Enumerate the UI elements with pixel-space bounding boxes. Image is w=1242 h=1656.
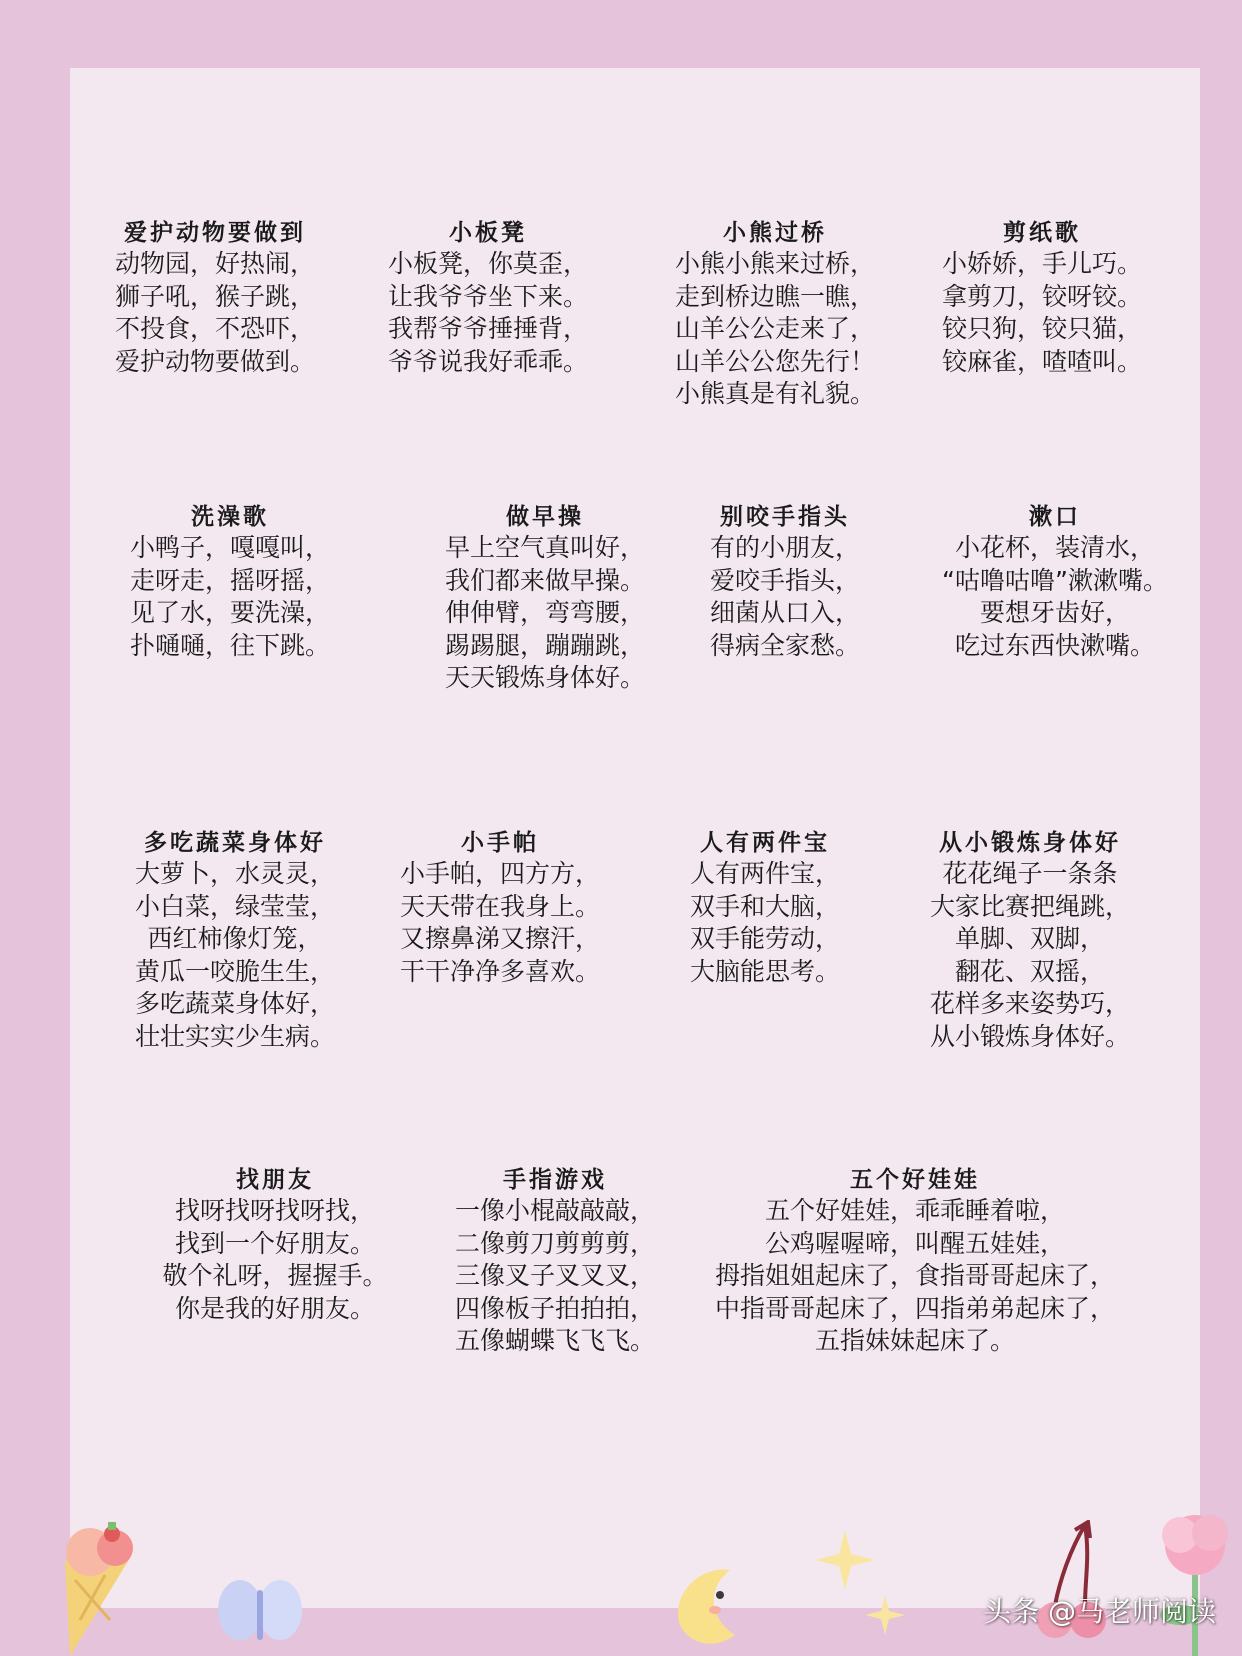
- poem-line: 单脚、双脚，: [954, 924, 1105, 953]
- poem-line: 小花杯，装清水，: [954, 533, 1155, 562]
- poem-line: 找呀找呀找呀找，: [174, 1196, 375, 1225]
- poem-line: 要想牙齿好，: [979, 598, 1130, 627]
- poem-line: 公鸡喔喔啼，叫醒五娃娃，: [764, 1228, 1065, 1258]
- poem-title: 做早操: [506, 504, 584, 530]
- poem-line: 山羊公公走来了，: [674, 314, 875, 343]
- poem-line: 天天带在我身上。: [399, 891, 600, 921]
- poem-line: 多吃蔬菜身体好，: [134, 989, 335, 1018]
- poem-title: 找朋友: [236, 1167, 314, 1193]
- poem-title: 小板凳: [449, 220, 527, 246]
- poem-line: 早上空气真叫好，: [444, 533, 645, 562]
- poem-line: 五个好娃娃，乖乖睡着啦，: [764, 1196, 1065, 1225]
- poem-line: 敬个礼呀，握握手。: [162, 1261, 388, 1290]
- poem-line: 铰麻雀，喳喳叫。: [941, 346, 1142, 376]
- poem-title: 多吃蔬菜身体好: [144, 830, 326, 856]
- poem-line: 小手帕，四方方，: [399, 859, 600, 888]
- poem-title: 别咬手指头: [720, 504, 850, 530]
- poem-line: 动物园，好热闹，: [114, 249, 315, 278]
- poem-title: 漱口: [1029, 504, 1081, 530]
- poem-title: 从小锻炼身体好: [939, 830, 1121, 856]
- poem-line: 走呀走，摇呀摇，: [129, 565, 330, 595]
- poem-title: 爱护动物要做到: [124, 220, 306, 246]
- poem-line: 山羊公公您先行！: [674, 346, 875, 376]
- poem-line: 四像板子拍拍拍，: [454, 1293, 655, 1323]
- poem-line: 壮壮实实少生病。: [134, 1021, 335, 1051]
- poem-line: 我们都来做早操。: [444, 565, 645, 595]
- poem-title: 小熊过桥: [723, 220, 827, 246]
- poem-line: 小鸭子，嘎嘎叫，: [129, 533, 330, 562]
- poem-line: 干干净净多喜欢。: [399, 956, 600, 986]
- poem-line: 黄瓜一咬脆生生，: [134, 956, 335, 986]
- poem-line: 伸伸臂，弯弯腰，: [444, 598, 645, 627]
- poem-line: 双手和大脑，: [689, 891, 840, 921]
- poem-line: 大萝卜，水灵灵，: [134, 859, 335, 888]
- poem-line: 二像剪刀剪剪剪，: [454, 1228, 655, 1258]
- poem-block: [685, 1165, 1145, 1358]
- poem-line: 走到桥边瞧一瞧，: [674, 281, 875, 311]
- poem-line: 你是我的好朋友。: [174, 1293, 375, 1323]
- sparkle-icon: [815, 1530, 875, 1590]
- sparkle-icon: [865, 1595, 905, 1635]
- poem-line: 小熊真是有礼貌。: [674, 379, 875, 408]
- poem-block: [800, 828, 1242, 1053]
- poem-line: 西红柿像灯笼，: [147, 924, 323, 953]
- poem-line: 拿剪刀，铰呀铰。: [941, 281, 1142, 311]
- poem-title: 剪纸歌: [1003, 220, 1081, 246]
- poem-line: 小娇娇，手儿巧。: [941, 249, 1142, 278]
- poem-title: 五个好娃娃: [850, 1167, 980, 1193]
- butterfly-icon: [215, 1570, 305, 1656]
- poem-block: [825, 502, 1242, 662]
- poem-line: 吃过东西快漱嘴。: [954, 630, 1155, 660]
- poem-line: “咕噜咕噜”漱漱嘴。: [942, 565, 1168, 595]
- poem-line: 天天锻炼身体好。: [444, 663, 645, 692]
- poem-block: [812, 218, 1242, 378]
- poem-line: 又擦鼻涕又擦汗，: [399, 924, 600, 953]
- poem-line: 中指哥哥起床了，四指弟弟起床了，: [714, 1293, 1115, 1323]
- poem-line: 有的小朋友，: [709, 533, 860, 562]
- moon-icon: [660, 1555, 760, 1656]
- poem-line: 五指妹妹起床了。: [814, 1326, 1015, 1355]
- watermark: 头条 @马老师阅读: [983, 1595, 1216, 1628]
- poem-line: 大家比赛把绳跳，: [929, 891, 1130, 921]
- poem-line: 狮子吼，猴子跳，: [114, 281, 315, 311]
- poem-line: 三像叉子叉叉叉，: [454, 1261, 655, 1290]
- poem-line: 爱咬手指头，: [709, 565, 860, 595]
- poem-line: 小板凳，你莫歪，: [387, 249, 588, 278]
- poem-line: 大脑能思考。: [689, 956, 840, 986]
- poem-line: 不投食，不恐吓，: [114, 314, 315, 343]
- poem-line: 小白菜，绿莹莹，: [134, 891, 335, 921]
- poem-line: 五像蝴蝶飞飞飞。: [454, 1326, 655, 1355]
- poem-line: 花样多来姿势巧，: [929, 989, 1130, 1018]
- poem-line: 见了水，要洗澡，: [129, 598, 330, 627]
- poem-line: 一像小棍敲敲敲，: [454, 1196, 655, 1225]
- poem-title: 手指游戏: [503, 1167, 607, 1193]
- poem-line: 得病全家愁。: [709, 630, 860, 660]
- poem-line: 我帮爷爷捶捶背，: [387, 314, 588, 343]
- poem-line: 爷爷说我好乖乖。: [387, 346, 588, 376]
- poem-line: 铰只狗，铰只猫，: [941, 314, 1142, 343]
- poem-line: 小熊小熊来过桥，: [674, 249, 875, 278]
- poem-line: 翻花、双摇，: [954, 956, 1105, 986]
- poem-title: 小手帕: [461, 830, 539, 856]
- poem-line: 找到一个好朋友。: [174, 1228, 375, 1258]
- poem-line: 让我爷爷坐下来。: [387, 281, 588, 311]
- poem-title: 人有两件宝: [700, 830, 830, 856]
- poem-line: 从小锻炼身体好。: [929, 1021, 1130, 1051]
- poem-line: 拇指姐姐起床了，食指哥哥起床了，: [714, 1261, 1115, 1290]
- poem-line: 爱护动物要做到。: [114, 346, 315, 376]
- flower-icon: [1150, 1505, 1242, 1656]
- poem-line: 细菌从口入，: [709, 598, 860, 627]
- poem-title: 洗澡歌: [191, 504, 269, 530]
- poem-line: 扑嗵嗵，往下跳。: [129, 630, 330, 660]
- poem-line: 踢踢腿，蹦蹦跳，: [444, 630, 645, 660]
- ice-cream-icon: [50, 1520, 150, 1656]
- poem-line: 花花绳子一条条: [942, 859, 1118, 888]
- poem-line: 人有两件宝，: [689, 859, 840, 888]
- poem-line: 双手能劳动，: [689, 924, 840, 953]
